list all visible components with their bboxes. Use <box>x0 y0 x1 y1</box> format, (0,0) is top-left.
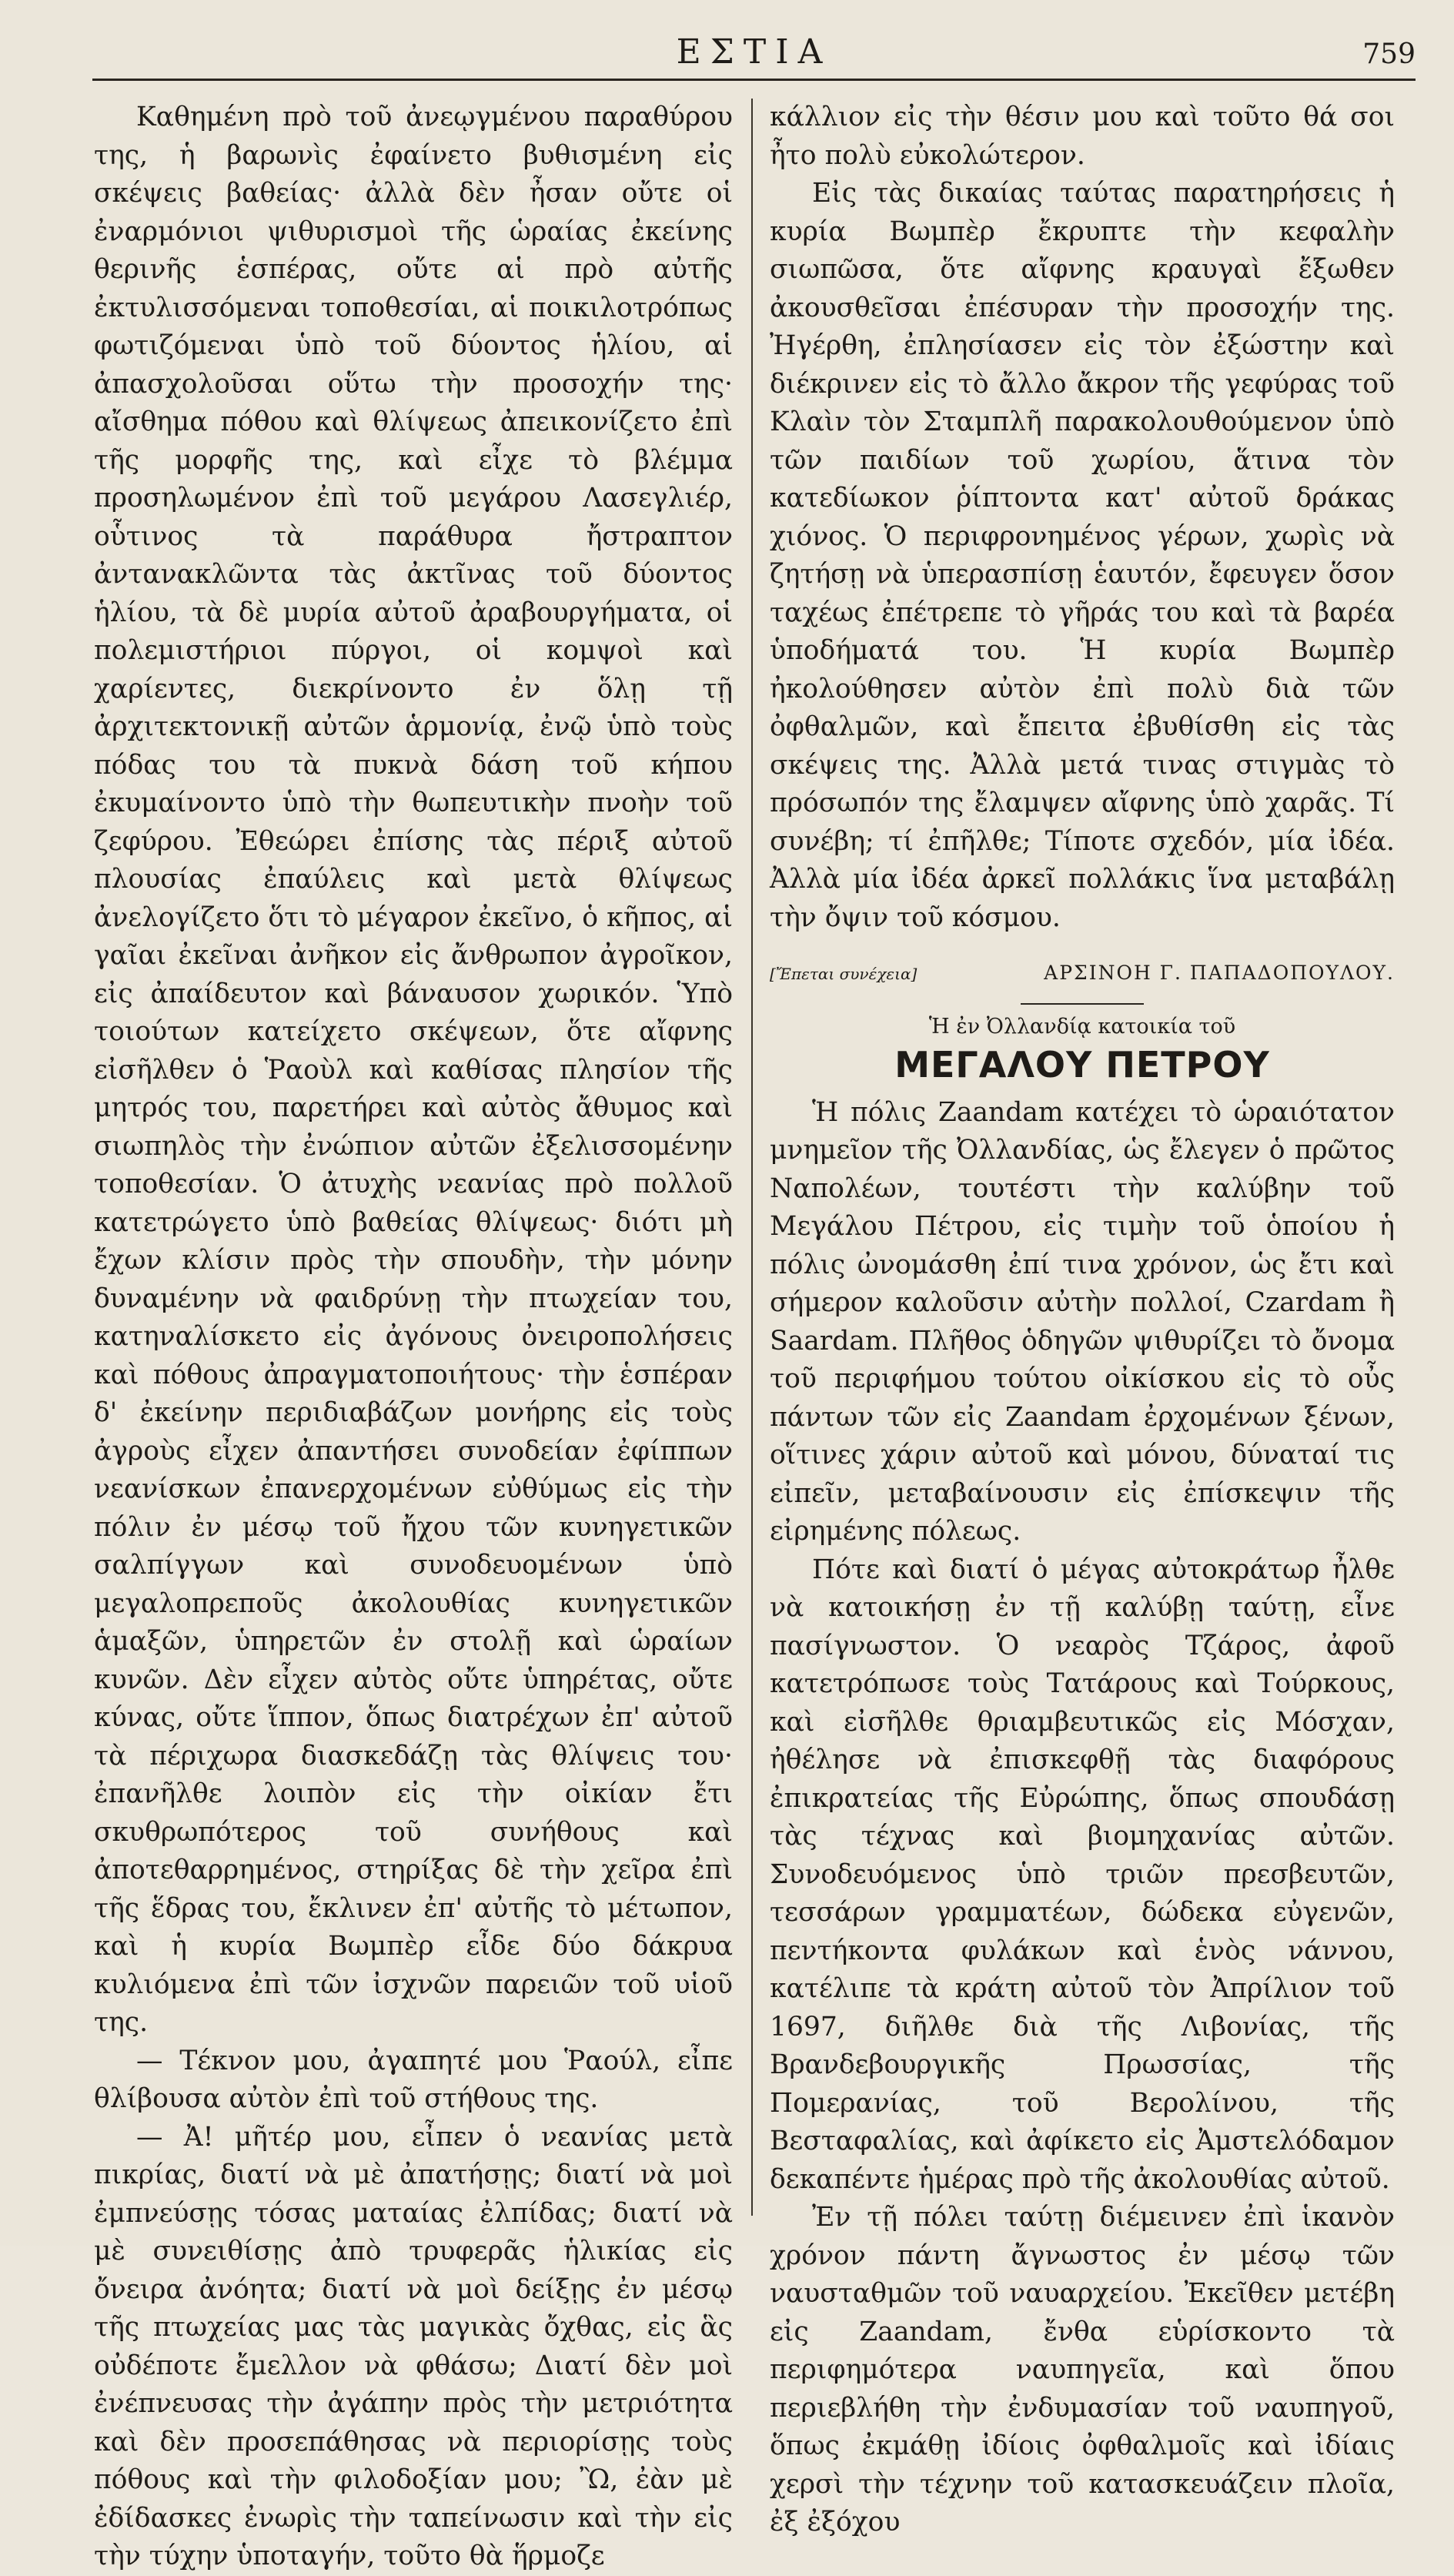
author-signature: ΑΡΣΙΝΟΗ Γ. ΠΑΠΑΔΟΠΟΥΛΟΥ. <box>1044 962 1395 984</box>
article-paragraph: Πότε καὶ διατί ὁ μέγας αὐτοκράτωρ ἦλθε νὰ κατοικήσῃ ἐν τῇ καλύβῃ ταύτῃ, εἶνε πασίγνωστον. Ὁ νεαρὸς Τζάρος, ἀφοῦ κατετρόπωσε τοὺς Τατάρους καὶ Τούρκους, καὶ εἰσῆλθε θριαμβευτικῶς εἰς Μόσχαν, ἠθέλησε νὰ ἐπισκεφθῇ τὰς διαφόρους ἐπικρατείας τῆς Εὐρώπης, ὅπως σπουδάσῃ τὰς τέχνας καὶ βιομηχανίας αὐτῶν. Συνοδευόμενος ὑπὸ τριῶν πρεσβευτῶν, τεσσάρων γραμματέων, δώδεκα εὐγενῶν, πεντήκοντα φυλάκων καὶ ἑνὸς νάννου, κατέλιπε τὰ κράτη αὐτοῦ τὸν Ἀπρίλιον τοῦ 1697, διῆλθε διὰ τῆς Λιβονίας, τῆς Βρανδεβουργικῆς Πρωσσίας, τῆς Πομερανίας, τοῦ Βερολίνου, τῆς Βεσταφαλίας, καὶ ἀφίκετο εἰς Ἀμστελόδαμον δεκαπέντε ἡμέρας πρὸ τῆς ἀκολουθίας αὐτοῦ. <box>770 1554 1395 2195</box>
continuation-note: [Ἔπεται συνέχεια] <box>770 965 918 983</box>
left-paragraph: — Τέκνον μου, ἀγαπητέ μου Ῥαούλ, εἶπε θλίβουσα αὐτὸν ἐπὶ τοῦ στήθους της. <box>94 2045 733 2114</box>
left-paragraph: — Ἀ! μῆτέρ μου, εἶπεν ὁ νεανίας μετὰ πικρίας, διατί νὰ μὲ ἀπατήσῃς; διατί νὰ μοὶ ἐμπνεύσῃς τόσας ματαίας ἐλπίδας; διατί νὰ μὲ συνειθίσῃς ἀπὸ τρυφερᾶς ἡλικίας εἰς ὄνειρα ἀνόητα; διατί νὰ μοὶ δείξῃς ἐν μέσῳ τῆς πτωχείας μας τὰς μαγικὰς ὄχθας, εἰς ἃς οὐδέποτε ἔμελλον νὰ φθάσω; Διατί δὲν μοὶ ἐνέπνευσας τὴν ἀγάπην πρὸς τὴν μετριότητα καὶ δὲν προσεπάθησας νὰ περιορίσῃς τοὺς πόθους καὶ τὴν φιλοδοξίαν μου; Ὢ, ἐὰν μὲ ἐδίδασκες ἐνωρὶς τὴν ταπείνωσιν καὶ τὴν εἰς τὴν τύχην ὑποταγήν, τοῦτο θὰ ἥρμοζε <box>94 2121 733 2571</box>
column-divider <box>751 99 753 2216</box>
right-paragraph: Εἰς τὰς δικαίας ταύτας παρατηρήσεις ἡ κυρία Βωμπὲρ ἔκρυπτε τὴν κεφαλὴν σιωπῶσα, ὅτε αἴφνης κραυγαὶ ἔξωθεν ἀκουσθεῖσαι ἐπέσυραν τὴν προσοχήν της. Ἠγέρθη, ἐπλησίασεν εἰς τὸν ἐξώστην καὶ διέκρινεν εἰς τὸ ἄλλο ἄκρον τῆς γεφύρας τοῦ Κλαὶν τὸν Σταμπλῆ παρακολουθούμενον ὑπὸ τῶν παιδίων τοῦ χωρίου, ἅτινα τὸν κατεδίωκον ῥίπτοντα κατ' αὐτοῦ δράκας χιόνος. Ὁ περιφρονημένος γέρων, χωρὶς νὰ ζητήσῃ νὰ ὑπερασπίσῃ ἑαυτόν, ἔφευγεν ὅσον ταχέως ἐπέτρεπε τὸ γῆράς του καὶ τὰ βαρέα ὑποδήματά του. Ἡ κυρία Βωμπὲρ ἠκολούθησεν αὐτὸν ἐπὶ πολὺ διὰ τῶν ὀφθαλμῶν, καὶ ἔπειτα ἐβυθίσθη εἰς τὰς σκέψεις της. Ἀλλὰ μετά τινας στιγμὰς τὸ πρόσωπόν της ἔλαμψεν αἴφνης ὑπὸ χαρᾶς. Τί συνέβη; τί ἐπῆλθε; Τίποτε σχεδόν, μία ἰδέα. Ἀλλὰ μία ἰδέα ἀρκεῖ πολλάκις ἵνα μεταβάλῃ τὴν ὄψιν τοῦ κόσμου. <box>770 178 1395 933</box>
article-paragraph: Ἐν τῇ πόλει ταύτῃ διέμεινεν ἐπὶ ἱκανὸν χρόνον πάντη ἄγνωστος ἐν μέσῳ τῶν ναυσταθμῶν τοῦ ναυαρχείου. Ἐκεῖθεν μετέβη εἰς Zaandam, ἔνθα εὑρίσκοντο τὰ περιφημότερα ναυπηγεῖα, καὶ ὅπου περιεβλήθη τὴν ἐνδυμασίαν τοῦ ναυπηγοῦ, ὅπως ἐκμάθῃ ἰδίοις ὀφθαλμοῖς καὶ ἰδίαις χερσὶ τὴν τέχνην τοῦ κατασκευάζειν πλοῖα, ἐξ ἐξόχου <box>770 2202 1395 2538</box>
signature-line <box>770 954 1395 994</box>
header-rule <box>92 79 1416 81</box>
journal-title: ΕΣΤΙΑ <box>676 32 832 72</box>
right-column <box>770 99 1395 2542</box>
page-number: 759 <box>1362 38 1416 70</box>
section-rule <box>1021 1003 1144 1005</box>
article-paragraph: Ἡ πόλις Zaandam κατέχει τὸ ὡραιότατον μνημεῖον τῆς Ὀλλανδίας, ὡς ἔλεγεν ὁ πρῶτος Ναπολέων, τουτέστι τὴν καλύβην τοῦ Μεγάλου Πέτρου, εἰς τιμὴν τοῦ ὁποίου ἡ πόλις ὠνομάσθη ἐπί τινα χρόνον, ὡς ἔτι καὶ σήμερον καλοῦσιν αὐτὴν πολλοί, Czardam ἢ Saardam. Πλῆθος ὁδηγῶν ψιθυρίζει τὸ ὄνομα τοῦ περιφήμου τούτου οἰκίσκου εἰς τὸ οὖς πάντων τῶν εἰς Zaandam ἐρχομένων ξένων, οἵτινες χάριν αὐτοῦ καὶ μόνου, δύναταί τις εἰπεῖν, μεταβαίνουσιν εἰς ἐπίσκεψιν τῆς εἰρημένης πόλεως. <box>770 1096 1395 1547</box>
page-header <box>92 22 1416 75</box>
left-column <box>94 99 733 2576</box>
left-paragraph: Καθημένη πρὸ τοῦ ἀνεῳγμένου παραθύρου της, ἡ βαρωνὶς ἐφαίνετο βυθισμένη εἰς σκέψεις βαθείας· ἀλλὰ δὲν ἦσαν οὔτε οἱ ἐναρμόνιοι ψιθυρισμοὶ τῆς ὡραίας ἐκείνης θερινῆς ἑσπέρας, οὔτε αἱ πρὸ αὐτῆς ἐκτυλισσόμεναι τοποθεσίαι, αἱ ποικιλοτρόπως φωτιζόμεναι ὑπὸ τοῦ δύοντος ἡλίου, αἱ ἀπασχολοῦσαι οὕτω τὴν προσοχήν της· αἴσθημα πόθου καὶ θλίψεως ἀπεικονίζετο ἐπὶ τῆς μορφῆς της, καὶ εἶχε τὸ βλέμμα προσηλωμένον ἐπὶ τοῦ μεγάρου Λασεγλιέρ, οὗτινος τὰ παράθυρα ἤστραπτον ἀντανακλῶντα τὰς ἀκτῖνας τοῦ δύοντος ἡλίου, τὰ δὲ μυρία αὐτοῦ ἀραβουργήματα, οἱ πολεμιστήριοι πύργοι, οἱ κομψοὶ καὶ χαρίεντες, διεκρίνοντο ἐν ὅλῃ τῇ ἀρχιτεκτονικῇ αὐτῶν ἁρμονίᾳ, ἐνῷ ὑπὸ τοὺς πόδας του τὰ πυκνὰ δάση τοῦ κήπου ἐκυμαίνοντο ὑπὸ τὴν θωπευτικὴν πνοὴν τοῦ ζεφύρου. Ἐθεώρει ἐπίσης τὰς πέριξ αὐτοῦ πλουσίας ἐπαύλεις καὶ μετὰ θλίψεως ἀνελογίζετο ὅτι τὸ μέγαρον ἐκεῖνο, ὁ κῆπος, αἱ γαῖαι ἐκεῖναι ἀνῆκον εἰς ἄνθρωπον ἀγροῖκον, εἰς ἀπαίδευτον καὶ βάναυσον χωρικόν. Ὑπὸ τοιούτων κατείχετο σκέψεων, ὅτε αἴφνης εἰσῆλθεν ὁ Ῥαοὺλ καὶ καθίσας πλησίον τῆς μητρός του, παρετήρει καὶ αὐτὸς ἄθυμος καὶ σιωπηλὸς τὴν ἐνώπιον αὐτῶν ἐξελισσομένην τοποθεσίαν. Ὁ ἀτυχὴς νεανίας πρὸ πολλοῦ κατετρώγετο ὑπὸ βαθείας θλίψεως· διότι μὴ ἔχων κλίσιν πρὸς τὴν σπουδὴν, τὴν μόνην δυναμένην νὰ φαιδρύνῃ τὴν πτωχείαν του, κατηναλίσκετο εἰς ἀγόνους ὀνειροπολήσεις καὶ πόθους ἀπραγματοποιήτους· τὴν ἑσπέραν δ' ἐκείνην περιδιαβάζων μονήρης εἰς τοὺς ἀγροὺς εἶχεν ἀπαντήσει συνοδείαν ἐφίππων νεανίσκων ἐπανερχομένων εὐθύμως εἰς τὴν πόλιν ἐν μέσῳ τοῦ ἤχου τῶν κυνηγετικῶν σαλπίγγων καὶ συνοδευομένων ὑπὸ μεγαλοπρεποῦς ἀκολουθίας κυνηγετικῶν ἁμαξῶν, ὑπηρετῶν ἐν στολῇ καὶ ὡραίων κυνῶν. Δὲν εἶχεν αὐτὸς οὔτε ὑπηρέτας, οὔτε κύνας, οὔτε ἵππον, ὅπως διατρέχων ἐπ' αὐτοῦ τὰ πέριχωρα διασκεδάζῃ τὰς θλίψεις του· ἐπανῆλθε λοιπὸν εἰς τὴν οἰκίαν ἔτι σκυθρωπότερος τοῦ συνήθους καὶ ἀποτεθαρρημένος, στηρίξας δὲ τὴν χεῖρα ἐπὶ τῆς ἕδρας του, ἔκλινεν ἐπ' αὐτῆς τὸ μέτωπον, καὶ ἡ κυρία Βωμπὲρ εἶδε δύο δάκρυα κυλιόμενα ἐπὶ τῶν ἰσχνῶν παρειῶν τοῦ υἱοῦ της. <box>94 102 733 2038</box>
article-heading: ΜΕΓΑΛΟΥ ΠΕΤΡΟΥ <box>894 1043 1270 1086</box>
article-subheading: Ἡ ἐν Ὀλλανδίᾳ κατοικία τοῦ <box>928 1014 1236 1039</box>
right-paragraph: κάλλιον εἰς τὴν θέσιν μου καὶ τοῦτο θά σοι ἦτο πολὺ εὐκολώτερον. <box>770 102 1395 171</box>
